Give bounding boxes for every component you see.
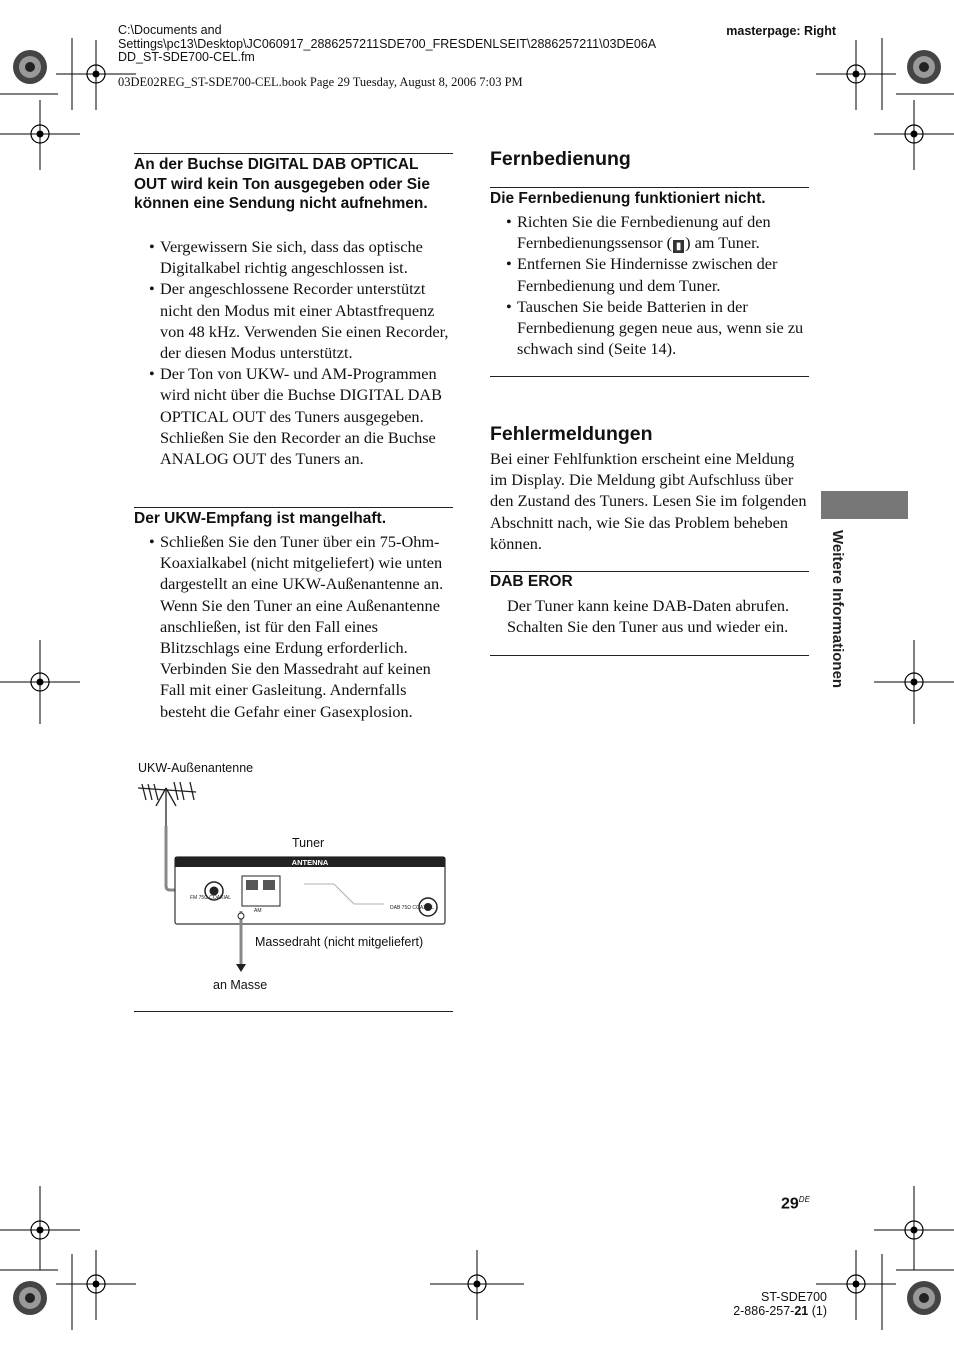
file-path-line: C:\Documents and [118,23,222,37]
section-rule [134,1011,453,1012]
ukw-bullet-list [134,531,456,722]
dab-eror-heading: DAB EROR [490,573,573,590]
masterpage-label: masterpage: Right [726,24,836,38]
file-path-header [118,24,656,65]
fernbedienung-heading: Die Fernbedienung funktioniert nicht. [490,190,766,207]
chapter-tab [821,491,908,519]
fernbedienung-title: Fernbedienung [490,148,631,170]
footer-model: ST-SDE700 [760,1290,827,1304]
chapter-tab-label [826,530,846,720]
list-item: • Entfernen Sie Hindernisse zwischen der Fernbedienung und dem Tuner. [491,253,811,295]
fehlermeldungen-title: Fehlermeldungen [490,423,653,445]
footer-code-prefix: 2-886-257- [733,1304,795,1318]
fehlermeldungen-intro: Bei einer Fehlfunktion erscheint eine Meldung im Display. Die Meldung gibt Aufschluss über den Zustand des Tuners. Lesen Sie im folgenden Abschnitt nach, wie Sie das Problem beheben können. [490,449,807,553]
section-rule [134,153,453,154]
am-label: AM [254,908,262,914]
page-number [781,1195,810,1213]
section-rule [490,187,809,188]
file-path-line: DD_ST-SDE700-CEL.fm [118,50,255,64]
book-info-line: 03DE02REG_ST-SDE700-CEL.book Page 29 Tuesday, August 8, 2006 7:03 PM [118,75,523,89]
antenna-label: UKW-Außenantenne [138,761,254,775]
list-item: • Schließen Sie den Tuner über ein 75-Ohm-Koaxialkabel (nicht mitgeliefert) wie unten dargestellt an eine UKW-Außenantenne an. Wenn Sie den Tuner an eine Außenantenne anschließen, ist für den Fall eines Blitzschlags eine Erdung erforderlich. Verbinden Sie den Massedraht auf keinen Fall mit einer Gasleitung. Andernfalls besteht die Gefahr einer Gasexplosion. [134,531,456,722]
antenna-icon [138,782,196,828]
dab-label: DAB 75Ω COAXIAL [390,905,435,911]
list-item-text: ) am Tuner. [685,233,760,253]
panel-label: ANTENNA [291,858,329,867]
fernbedienung-bullet-list [491,211,811,359]
fm-label: FM 75Ω COAXIAL [190,895,231,901]
antenna-connection-diagram [134,778,454,978]
footer-code [733,1304,827,1318]
list-item: • Der Ton von UKW- und AM-Programmen wird nicht über die Buchse DIGITAL DAB OPTICAL OUT des Tuners ausgegeben. Schließen Sie den Recorder an die Buchse ANALOG OUT des Tuners an. [134,363,456,469]
list-item: • Der angeschlossene Recorder unterstützt nicht den Modus mit einer Abtastfrequenz von 48 kHz. Verwenden Sie einen Recorder, der diesen Modus unterstützt. [134,278,456,363]
list-item: • Tauschen Sie beide Batterien in der Fernbedienung gegen neue aus, wenn sie zu schwach sind (Seite 14). [491,296,811,360]
optical-bullet-list [134,236,456,469]
footer-code-bold: 21 [794,1304,809,1318]
list-item-text: Richten Sie die Fernbedienung auf den Fernbedienungssensor ( [517,212,771,253]
footer [733,1290,827,1318]
dab-eror-text: Der Tuner kann keine DAB-Daten abrufen. Schalten Sie den Tuner aus und wieder ein. [507,596,790,637]
footer-code-suffix: (1) [808,1304,827,1318]
ground-arrow-icon [236,964,246,972]
ukw-heading: Der UKW-Empfang ist mangelhaft. [134,510,387,527]
ground-label: an Masse [213,978,268,992]
section-rule [490,376,809,377]
ground-wire-label: Massedraht (nicht mitgeliefert) [255,935,424,949]
section-rule [490,655,809,656]
tuner-label: Tuner [292,836,325,850]
page-number-value: 29 [781,1195,799,1213]
list-item: • Vergewissern Sie sich, dass das optische Digitalkabel richtig angeschlossen ist. [134,236,456,278]
list-item [491,211,811,253]
page-number-suffix: DE [798,1195,810,1204]
section-rule [134,507,453,508]
chapter-tab-text: Weitere Informationen [829,530,846,689]
optical-heading: An der Buchse DIGITAL DAB OPTICAL OUT wird kein Ton ausgegeben oder Sie können eine Sendung nicht aufnehmen. [134,156,430,212]
file-path-line: Settings\pc13\Desktop\JC060917_2886257211SDE700_FRESDENLSEIT\2886257211\03DE06A [118,36,657,51]
remote-sensor-icon: ▮ [673,240,684,253]
